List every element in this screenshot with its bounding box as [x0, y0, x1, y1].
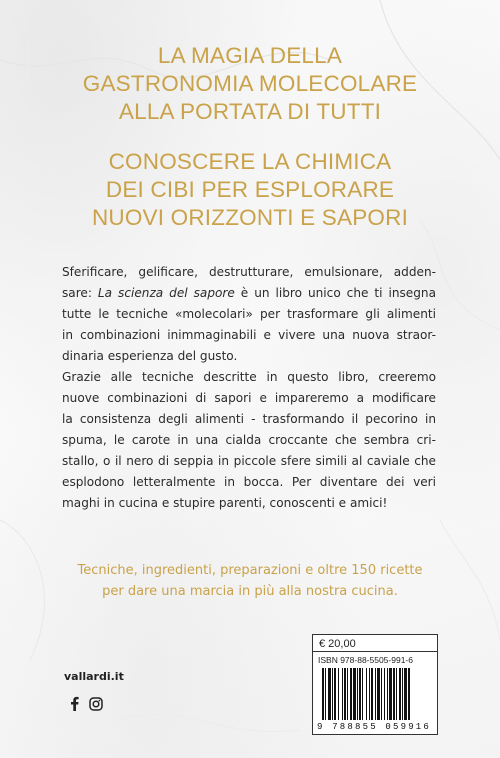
headline-line: LA MAGIA DELLA [157, 43, 343, 68]
barcode-icon [321, 668, 431, 722]
headline-line: DEI CIBI PER ESPLORARE [105, 177, 395, 202]
text-segment: sare: [62, 286, 98, 300]
isbn-label: ISBN 978-88-5505-991-6 [318, 655, 413, 665]
text-line: in combinazioni inimmaginabili e vivere una nuova straor- [62, 328, 436, 342]
tagline-line: Tecniche, ingredienti, preparazioni e oltre 150 ricette [77, 563, 423, 578]
text-segment: è un libro unico che ti insegna [234, 286, 436, 300]
text-line: stallo, o il nero di seppia in piccole sfere simili al caviale che [62, 454, 436, 468]
facebook-icon[interactable] [70, 696, 79, 711]
headline-primary [0, 42, 500, 126]
description-paragraph-2 [62, 367, 436, 514]
headline-line: NUOVI ORIZZONTI E SAPORI [91, 205, 409, 230]
text-line: Grazie alle tecniche descritte in questo libro, creeremo [62, 370, 436, 384]
instagram-icon[interactable] [89, 697, 103, 711]
headline-secondary [0, 148, 500, 232]
book-title-italic: La scienza del sapore [97, 286, 235, 300]
text-line [62, 283, 436, 304]
headline-line: GASTRONOMIA MOLECOLARE [82, 71, 418, 96]
text-line: la consistenza degli alimenti - trasformando il pecorino in [62, 412, 436, 426]
text-line: Sferificare, gelificare, destrutturare, emulsionare, adden- [62, 265, 436, 279]
text-line: dinaria esperienza del gusto. [62, 349, 238, 363]
barcode-number: 9 788855 059916 [317, 722, 432, 732]
text-line: tutte le tecniche «molecolari» per trasformare gli alimenti [62, 307, 436, 321]
tagline [0, 560, 500, 602]
social-links [70, 696, 103, 711]
text-line: spuma, le carote in una cialda croccante che sembra cri- [62, 433, 436, 447]
tagline-line: per dare una marcia in più alla nostra cucina. [102, 584, 398, 599]
price-label: € 20,00 [312, 634, 438, 652]
publisher-website[interactable]: vallardi.it [64, 670, 124, 683]
text-line: maghi in cucina e stupire parenti, conoscenti e amici! [62, 496, 388, 510]
text-line: nuove combinazioni di sapori e impareremo a modificare [62, 391, 436, 405]
description-paragraph-1 [62, 262, 436, 367]
headline-line: CONOSCERE LA CHIMICA [108, 149, 392, 174]
book-description [62, 262, 436, 514]
text-line: esplodono letteralmente in bocca. Per diventare dei veri [62, 475, 436, 489]
headline-line: ALLA PORTATA DI TUTTI [118, 99, 382, 124]
isbn-barcode-box [312, 651, 438, 735]
